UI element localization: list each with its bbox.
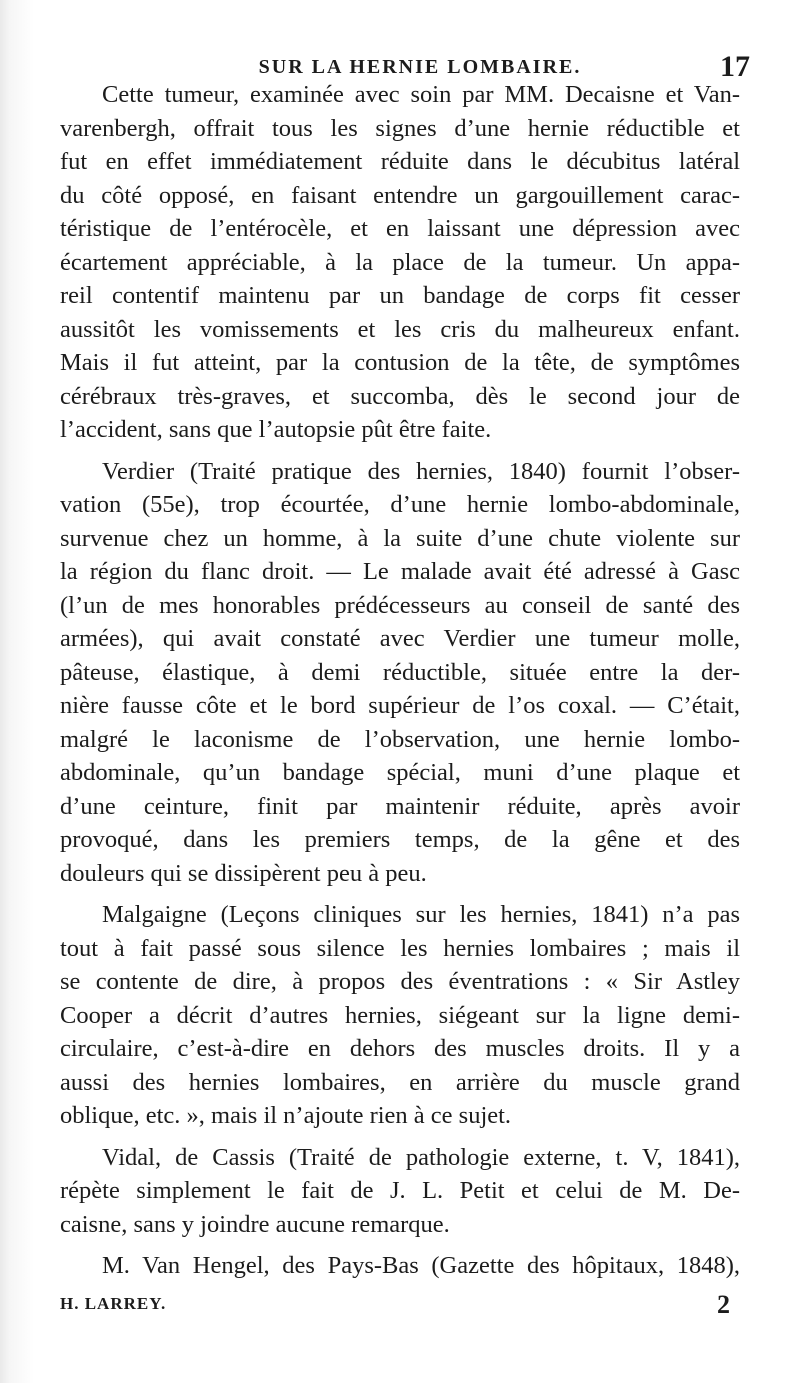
text-line: varenbergh, offrait tous les signes d’une hernie réductible et [60, 114, 740, 142]
paragraph-gap [60, 890, 740, 898]
text-line: M. Van Hengel, des Pays-Bas (Gazette des hôpitaux, 1848), [102, 1252, 740, 1279]
text-line: (l’un de mes honorables prédécesseurs au conseil de santé des [60, 591, 740, 619]
text-line: Mais il fut atteint, par la contusion de la tête, de symptômes [60, 349, 740, 376]
paragraph [60, 1249, 740, 1283]
text-line: du côté opposé, en faisant entendre un gargouillement carac- [60, 181, 740, 209]
text-line: la région du flanc droit. — Le malade avait été adressé à Gasc [60, 558, 740, 585]
text-line: Vidal, de Cassis (Traité de pathologie externe, t. V, 1841), [102, 1143, 740, 1171]
running-title: SUR LA HERNIE LOMBAIRE. [258, 56, 582, 78]
text-line: oblique, etc. », mais il n’ajoute rien à ce sujet. [60, 1102, 512, 1129]
paragraph [60, 898, 740, 1133]
paragraph [60, 1141, 740, 1242]
text-line: aussitôt les vomissements et les cris du malheureux enfant. [60, 315, 740, 343]
text-line: nière fausse côte et le bord supérieur de l’os coxal. — C’était, [60, 692, 740, 719]
printer-signature: H. LARREY. [60, 1294, 167, 1313]
signature-number: 2 [717, 1290, 730, 1319]
text-line: survenue chez un homme, à la suite d’une chute violente sur [60, 524, 740, 552]
page-number: 17 [720, 50, 750, 83]
text-line: abdominale, qu’un bandage spécial, muni d’une plaque et [60, 759, 740, 786]
text-line: vation (55e), trop écourtée, d’une hernie lombo-abdominale, [60, 491, 740, 518]
text-line: caisne, sans y joindre aucune remarque. [60, 1210, 450, 1238]
text-line: l’accident, sans que l’autopsie pût être faite. [60, 416, 492, 443]
paragraph-gap [60, 1241, 740, 1249]
body-text [60, 78, 740, 1283]
text-line: Malgaigne (Leçons cliniques sur les hernies, 1841) n’a pas [102, 901, 740, 928]
text-line: Verdier (Traité pratique des hernies, 1840) fournit l’obser- [102, 457, 740, 485]
text-line: pâteuse, élastique, à demi réductible, située entre la der- [60, 658, 740, 686]
text-line: cérébraux très-graves, et succomba, dès le second jour de [60, 382, 740, 410]
text-line: douleurs qui se dissipèrent peu à peu. [60, 859, 427, 887]
text-line: malgré le laconisme de l’observation, une hernie lombo- [60, 725, 740, 753]
paragraph [60, 455, 740, 891]
text-line: provoqué, dans les premiers temps, de la gêne et des [60, 826, 740, 853]
text-line: tout à fait passé sous silence les hernies lombaires ; mais il [60, 934, 740, 962]
text-line: Cooper a décrit d’autres hernies, siégeant sur la ligne demi- [60, 1001, 740, 1029]
paragraph [60, 78, 740, 447]
paragraph-gap [60, 447, 740, 455]
text-line: armées), qui avait constaté avec Verdier une tumeur molle, [60, 625, 740, 652]
page-footer [60, 1290, 740, 1320]
text-line: reil contentif maintenu par un bandage de corps fit cesser [60, 282, 740, 309]
text-line: aussi des hernies lombaires, en arrière du muscle grand [60, 1068, 740, 1096]
text-line: téristique de l’entérocèle, et en laissant une dépression avec [60, 215, 740, 242]
paragraph-gap [60, 1133, 740, 1141]
text-line: Cette tumeur, examinée avec soin par MM. Decaisne et Van- [102, 81, 740, 108]
text-line: répète simplement le fait de J. L. Petit et celui de M. De- [60, 1177, 740, 1204]
text-line: circulaire, c’est-à-dire en dehors des muscles droits. Il y a [60, 1035, 740, 1062]
text-line: d’une ceinture, finit par maintenir réduite, après avoir [60, 792, 740, 820]
text-line: se contente de dire, à propos des éventrations : « Sir Astley [60, 968, 740, 995]
text-line: fut en effet immédiatement réduite dans le décubitus latéral [60, 148, 740, 175]
text-line: écartement appréciable, à la place de la tumeur. Un appa- [60, 248, 740, 276]
